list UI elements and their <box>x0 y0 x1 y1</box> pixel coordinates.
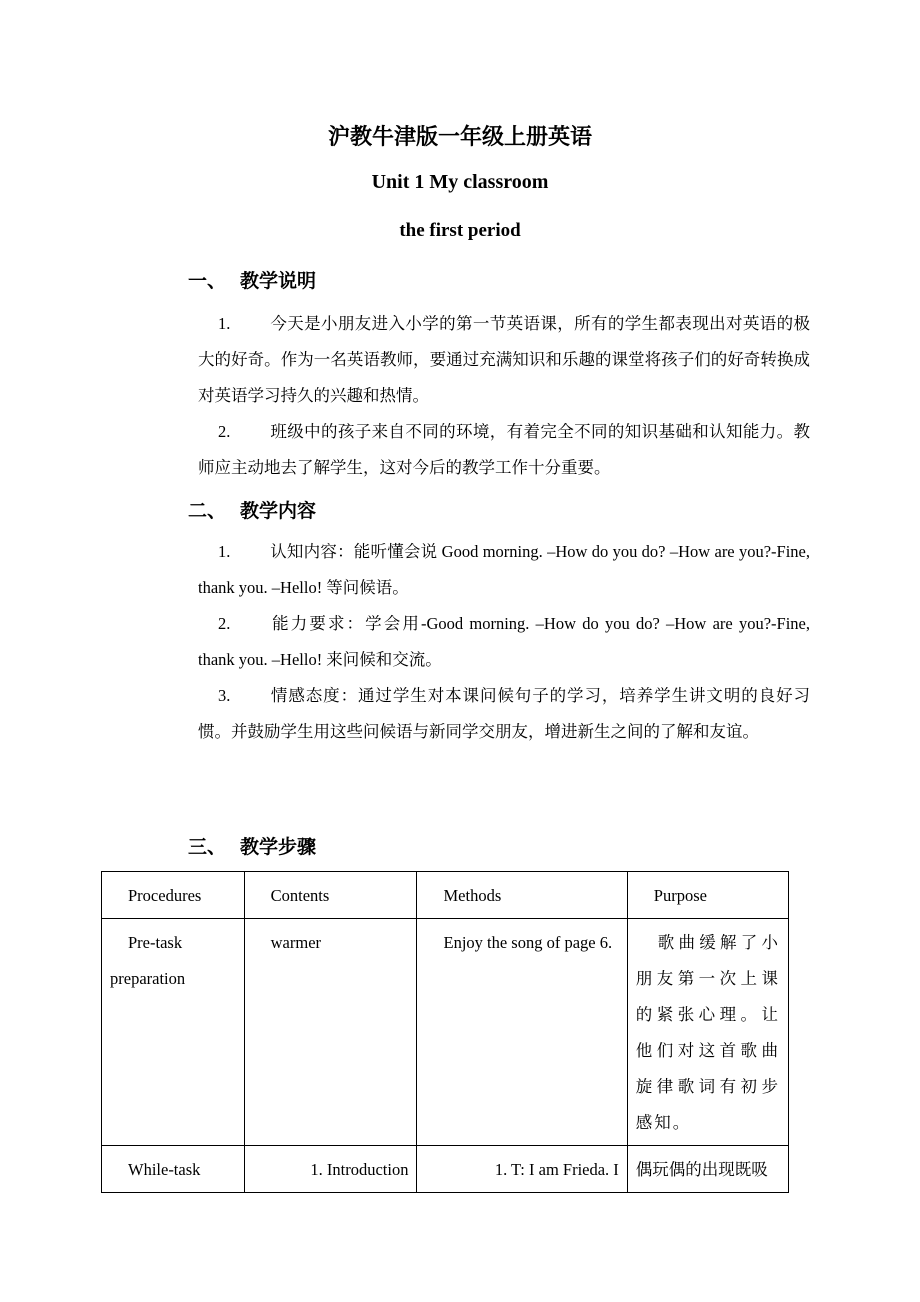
section-number: 二、 <box>188 500 227 522</box>
table-cell: 1. T: I am Frieda. I <box>417 1146 627 1193</box>
paragraph <box>198 678 810 750</box>
section-title: 教学内容 <box>240 500 317 522</box>
section-title: 教学步骤 <box>240 836 317 858</box>
table-row <box>102 919 789 1146</box>
table-cell: 歌曲缓解了小朋友第一次上课的紧张心理。让他们对这首歌曲旋律歌词有初步感知。 <box>627 919 788 1146</box>
table-row <box>102 1146 789 1193</box>
period-title: the first period <box>399 220 521 241</box>
paragraph-text: 能力要求：学会用-Good morning. –How do you do? –How are you?-Fine, thank you. –Hello! 来问候和交流。 <box>198 614 810 669</box>
header-cell: Procedures <box>102 872 245 919</box>
paragraph <box>198 306 810 414</box>
teaching-steps-table <box>101 871 789 1193</box>
section-title: 教学说明 <box>240 270 317 292</box>
document-title: 沪教牛津版一年级上册英语 <box>327 124 592 150</box>
paragraph-number: 3. <box>218 686 231 705</box>
paragraph-text: 认知内容：能听懂会说 Good morning. –How do you do? –How are you?-Fine, thank you. –Hello! 等问候语。 <box>198 542 810 597</box>
table-header-row <box>102 872 789 919</box>
table-cell: While-task <box>102 1146 245 1193</box>
section-number: 三、 <box>188 836 227 858</box>
header-cell: Contents <box>244 872 417 919</box>
table-cell: 1. Introduction <box>244 1146 417 1193</box>
section-heading-3 <box>188 832 316 859</box>
header-cell: Methods <box>417 872 627 919</box>
paragraph <box>198 606 810 678</box>
section-heading-2 <box>188 496 316 523</box>
table-cell: warmer <box>244 919 417 1146</box>
paragraph <box>198 414 810 486</box>
paragraph-text: 情感态度：通过学生对本课问候句子的学习，培养学生讲文明的良好习惯。并鼓励学生用这些问候语与新同学交朋友，增进新生之间的了解和友谊。 <box>198 686 810 741</box>
paragraph-text: 今天是小朋友进入小学的第一节英语课，所有的学生都表现出对英语的极大的好奇。作为一名英语教师，要通过充满知识和乐趣的课堂将孩子们的好奇转换成对英语学习持久的兴趣和热情。 <box>198 314 810 405</box>
paragraph-number: 2. <box>218 614 231 633</box>
table-cell: 偶玩偶的出现既吸 <box>627 1146 788 1193</box>
paragraph-number: 1. <box>218 542 231 561</box>
section-number: 一、 <box>188 270 227 292</box>
section-heading-1 <box>188 266 316 293</box>
paragraph-number: 2. <box>218 422 231 441</box>
paragraph <box>198 534 810 606</box>
table-cell: Enjoy the song of page 6. <box>417 919 627 1146</box>
paragraph-text: 班级中的孩子来自不同的环境，有着完全不同的知识基础和认知能力。教师应主动地去了解学生，这对今后的教学工作十分重要。 <box>198 422 810 477</box>
unit-title: Unit 1 My classroom <box>371 171 549 193</box>
header-cell: Purpose <box>627 872 788 919</box>
table-cell: Pre-task preparation <box>102 919 245 1146</box>
paragraph-number: 1. <box>218 314 231 333</box>
